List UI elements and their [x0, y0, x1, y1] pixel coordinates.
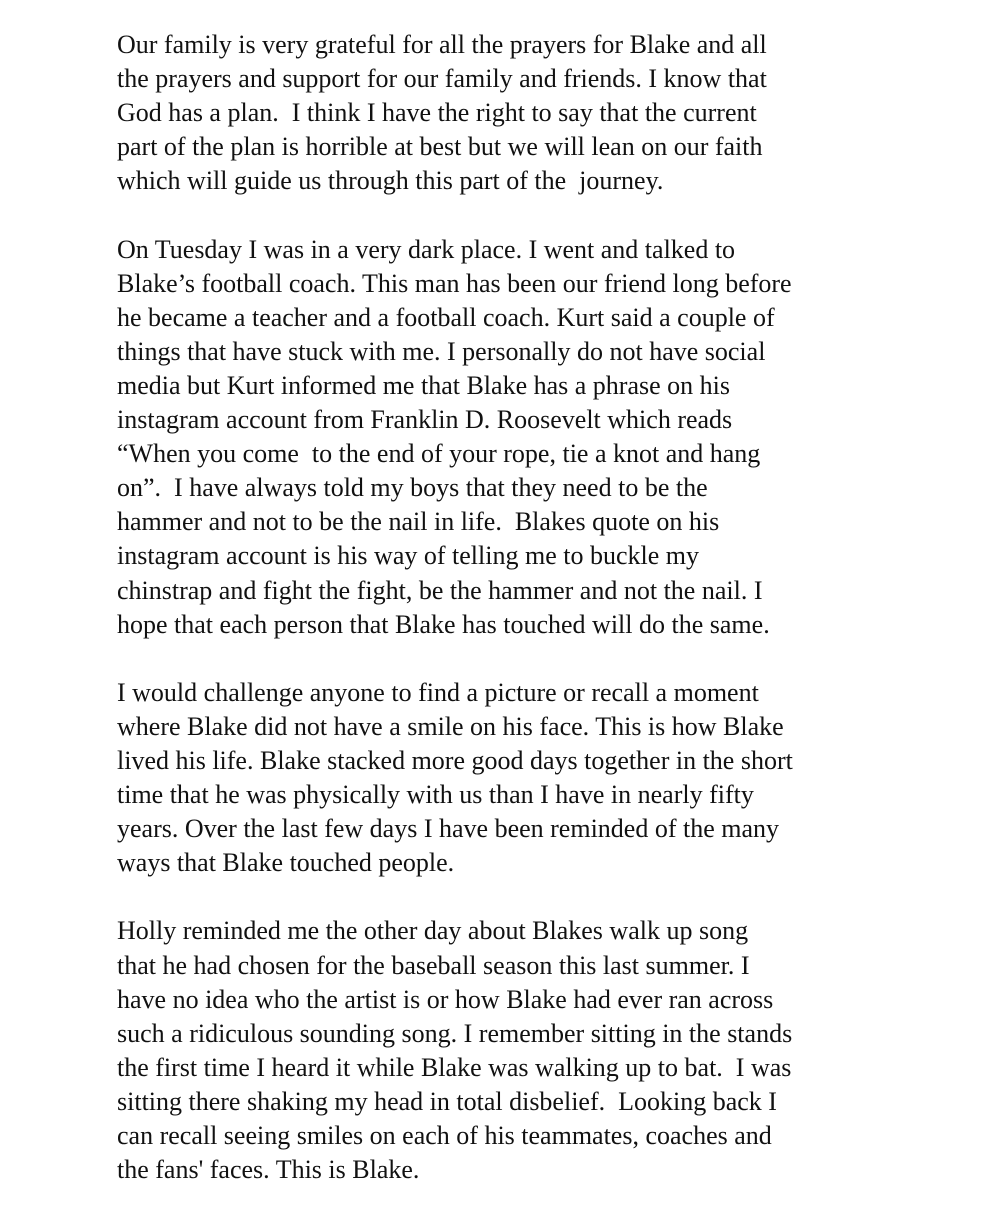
text-line: the prayers and support for our family and friends. I know that [117, 64, 767, 94]
text-line: ways that Blake touched people. [117, 848, 455, 878]
text-line: on”. I have always told my boys that they need to be the [117, 473, 708, 503]
text-line: media but Kurt informed me that Blake has a phrase on his [117, 370, 731, 400]
text-line: chinstrap and fight the fight, be the hammer and not the nail. I [117, 575, 763, 605]
paragraph-coach [117, 233, 917, 642]
text-line: Blake’s football coach. This man has been our friend long before [117, 268, 792, 298]
text-line: which will guide us through this part of the journey. [117, 166, 664, 196]
text-line: instagram account from Franklin D. Roosevelt which reads [117, 405, 733, 435]
text-line: years. Over the last few days I have been reminded of the many [117, 814, 780, 844]
text-line: On Tuesday I was in a very dark place. I went and talked to [117, 234, 736, 264]
paragraph-smile [117, 676, 917, 881]
text-line: can recall seeing smiles on each of his teammates, coaches and [117, 1121, 772, 1150]
paragraph-gratitude [117, 28, 917, 198]
paragraph-walk-up-song [117, 914, 917, 1187]
letter-document [117, 28, 917, 1221]
text-line: time that he was physically with us than I have in nearly fifty [117, 780, 754, 810]
text-line: where Blake did not have a smile on his face. This is how Blake [117, 711, 784, 741]
text-line: Our family is very grateful for all the prayers for Blake and all [117, 30, 767, 59]
text-line: I would challenge anyone to find a picture or recall a moment [117, 677, 759, 707]
text-line: Holly reminded me the other day about Blakes walk up song [117, 916, 749, 946]
text-line: hammer and not to be the nail in life. Blakes quote on his [117, 507, 720, 537]
text-line: that he had chosen for the baseball season this last summer. I [117, 950, 750, 980]
text-line: sitting there shaking my head in total disbelief. Looking back I [117, 1086, 777, 1116]
text-line: have no idea who the artist is or how Blake had ever ran across [117, 984, 774, 1014]
text-line: instagram account is his way of telling me to buckle my [117, 541, 699, 571]
text-line: such a ridiculous sounding song. I remember sitting in the stands [117, 1018, 793, 1048]
text-line: hope that each person that Blake has touched will do the same. [117, 609, 770, 639]
text-line: things that have stuck with me. I personally do not have social [117, 336, 766, 366]
text-line: God has a plan. I think I have the right to say that the current [117, 98, 757, 128]
text-line: “When you come to the end of your rope, tie a knot and hang [117, 439, 761, 469]
text-line: the fans' faces. This is Blake. [117, 1155, 420, 1185]
text-line: the first time I heard it while Blake was walking up to bat. I was [117, 1052, 792, 1082]
text-line: part of the plan is horrible at best but we will lean on our faith [117, 132, 763, 162]
text-line: lived his life. Blake stacked more good days together in the short [117, 745, 793, 775]
text-line: he became a teacher and a football coach. Kurt said a couple of [117, 302, 775, 332]
